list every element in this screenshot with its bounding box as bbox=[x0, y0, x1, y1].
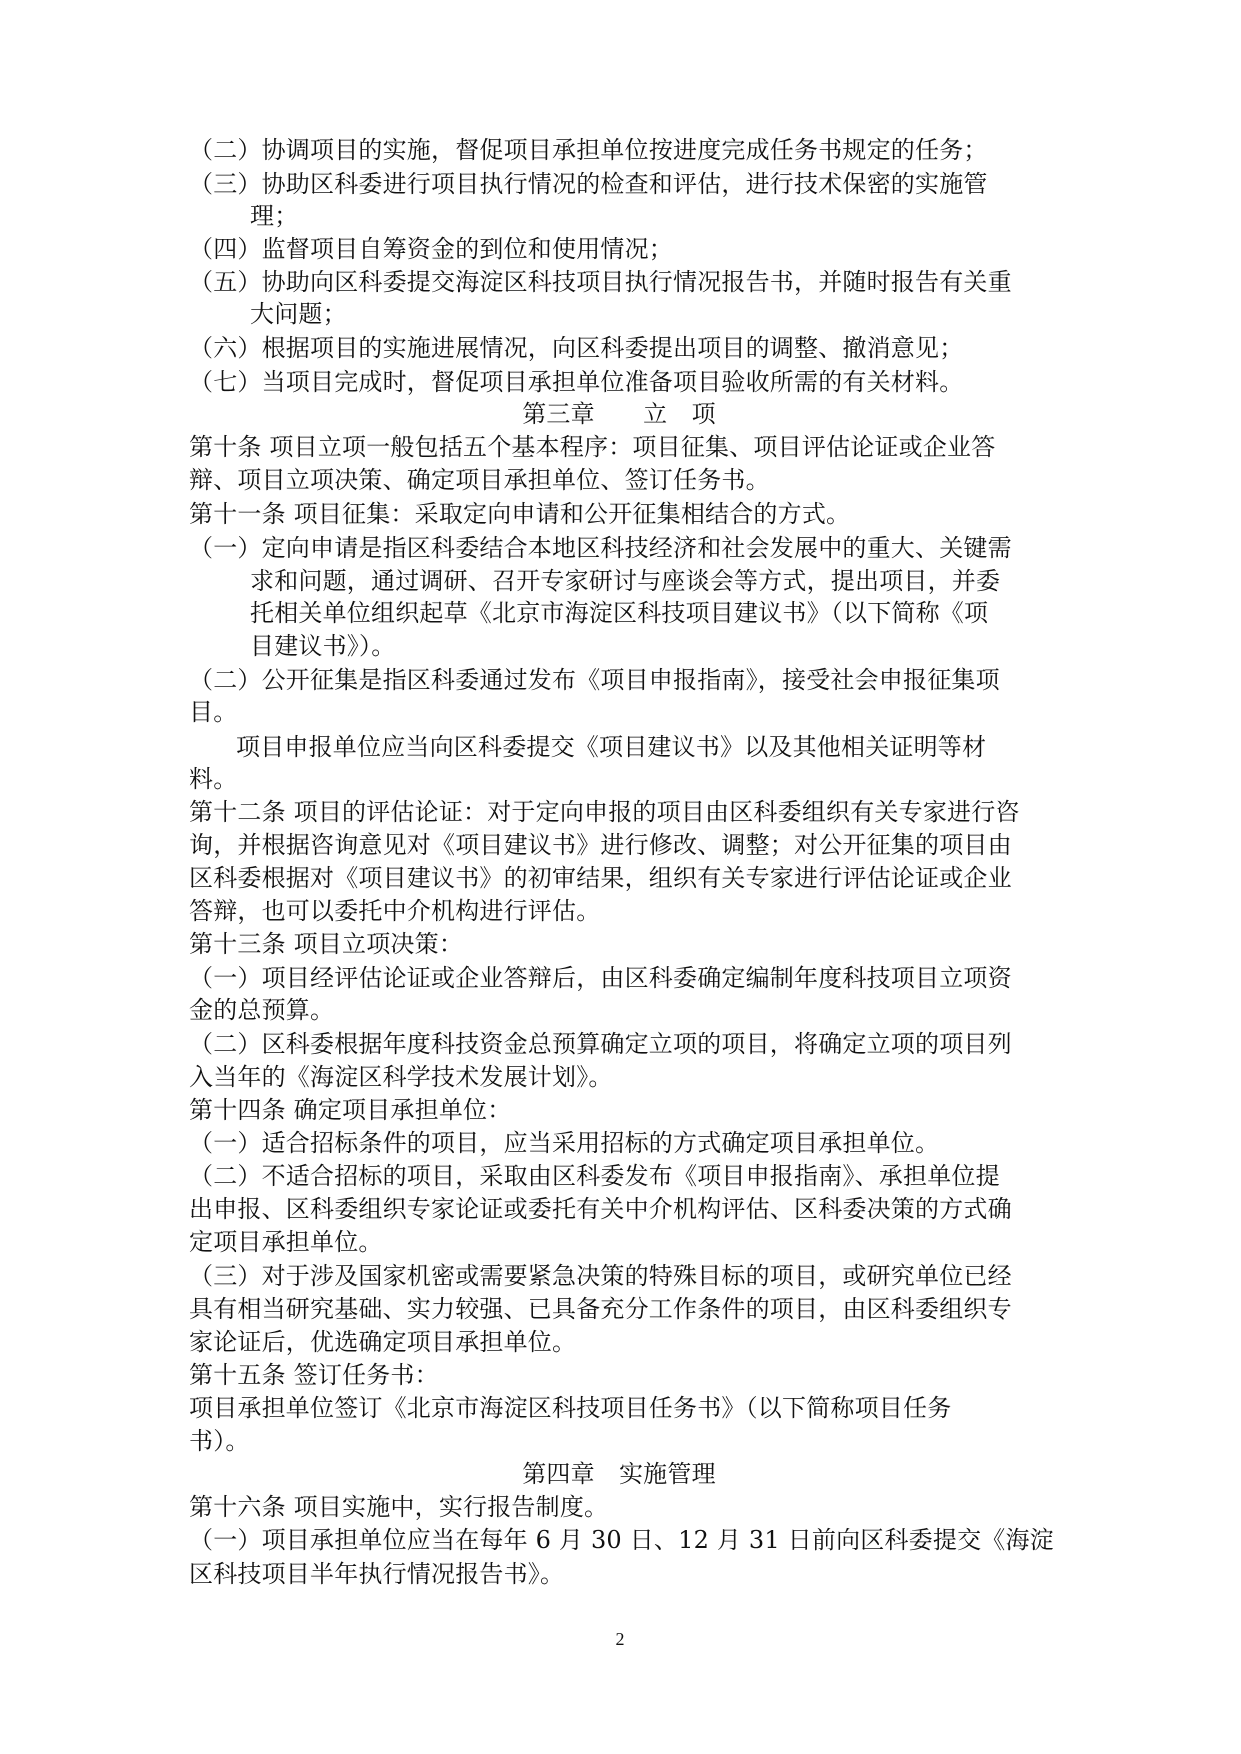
text-line: 料。 bbox=[189, 765, 238, 793]
text-line: 区科技项目半年执行情况报告书》。 bbox=[189, 1560, 565, 1588]
text-line: 入当年的《海淀区科学技术发展计划》。 bbox=[189, 1063, 613, 1091]
chapter-heading: 第三章 立 项 bbox=[522, 400, 716, 428]
text-line: 家论证后，优选确定项目承担单位。 bbox=[189, 1328, 577, 1356]
text-line: 托相关单位组织起草《北京市海淀区科技项目建议书》（以下简称《项 bbox=[250, 599, 989, 627]
text-line: 辩、项目立项决策、确定项目承担单位、签订任务书。 bbox=[189, 466, 770, 494]
text-line: 出申报、区科委组织专家论证或委托有关中介机构评估、区科委决策的方式确 bbox=[189, 1195, 1012, 1223]
text-line: 目建议书》）。 bbox=[250, 632, 396, 660]
text-line: 定项目承担单位。 bbox=[189, 1228, 383, 1256]
article-heading: 第十二条 项目的评估论证：对于定向申报的项目由区科委组织有关专家进行咨 bbox=[189, 798, 1020, 826]
article-heading: 第十三条 项目立项决策： bbox=[189, 930, 464, 958]
text-line: （七）当项目完成时，督促项目承担单位准备项目验收所需的有关材料。 bbox=[189, 368, 964, 396]
text-line: （一）项目经评估论证或企业答辩后，由区科委确定编制年度科技项目立项资 bbox=[189, 964, 1012, 992]
text-line: 询，并根据咨询意见对《项目建议书》进行修改、调整；对公开征集的项目由 bbox=[189, 831, 1012, 859]
text-line: （五）协助向区科委提交海淀区科技项目执行情况报告书，并随时报告有关重 bbox=[189, 268, 1012, 296]
article-heading: 第十四条 确定项目承担单位： bbox=[189, 1096, 512, 1124]
text-line: （三）对于涉及国家机密或需要紧急决策的特殊目标的项目，或研究单位已经 bbox=[189, 1262, 1012, 1290]
text-line: （二）区科委根据年度科技资金总预算确定立项的项目，将确定立项的项目列 bbox=[189, 1030, 1012, 1058]
article-heading: 第十六条 项目实施中，实行报告制度。 bbox=[189, 1493, 609, 1521]
article-heading: 第十条 项目立项一般包括五个基本程序：项目征集、项目评估论证或企业答 bbox=[189, 433, 996, 461]
text-line: 项目申报单位应当向区科委提交《项目建议书》以及其他相关证明等材 bbox=[236, 733, 987, 761]
text-line: 项目承担单位签订《北京市海淀区科技项目任务书》（以下简称项目任务 bbox=[189, 1394, 952, 1422]
text-line: 大问题； bbox=[250, 300, 347, 328]
text-line: 金的总预算。 bbox=[189, 996, 335, 1024]
text-line: （二）协调项目的实施，督促项目承担单位按进度完成任务书规定的任务； bbox=[189, 136, 988, 164]
text-line: 目。 bbox=[189, 698, 238, 726]
text-line: （二）公开征集是指区科委通过发布《项目申报指南》，接受社会申报征集项 bbox=[189, 666, 1000, 694]
text-line: （三）协助区科委进行项目执行情况的检查和评估，进行技术保密的实施管 bbox=[189, 170, 988, 198]
text-line: （四）监督项目自筹资金的到位和使用情况； bbox=[189, 235, 673, 263]
text-line: 答辩，也可以委托中介机构进行评估。 bbox=[189, 897, 601, 925]
page-number: 2 bbox=[615, 1629, 625, 1649]
text-line: （一）项目承担单位应当在每年 6 月 30 日、12 月 31 日前向区科委提交《海淀 bbox=[189, 1526, 1054, 1554]
text-line: 具有相当研究基础、实力较强、已具备充分工作条件的项目，由区科委组织专 bbox=[189, 1295, 1012, 1323]
text-line: （二）不适合招标的项目，采取由区科委发布《项目申报指南》、承担单位提 bbox=[189, 1162, 1000, 1190]
article-heading: 第十五条 签订任务书： bbox=[189, 1361, 439, 1389]
text-line: 区科委根据对《项目建议书》的初审结果，组织有关专家进行评估论证或企业 bbox=[189, 864, 1012, 892]
text-line: 求和问题，通过调研、召开专家研讨与座谈会等方式，提出项目，并委 bbox=[250, 567, 1001, 595]
article-heading: 第十一条 项目征集：采取定向申请和公开征集相结合的方式。 bbox=[189, 500, 851, 528]
text-line: （一）适合招标条件的项目，应当采用招标的方式确定项目承担单位。 bbox=[189, 1129, 940, 1157]
text-line: （六）根据项目的实施进展情况，向区科委提出项目的调整、撤消意见； bbox=[189, 334, 964, 362]
text-line: （一）定向申请是指区科委结合本地区科技经济和社会发展中的重大、关键需 bbox=[189, 534, 1012, 562]
text-line: 理； bbox=[250, 202, 299, 230]
chapter-heading: 第四章 实施管理 bbox=[522, 1460, 716, 1488]
text-line: 书）。 bbox=[189, 1427, 250, 1455]
